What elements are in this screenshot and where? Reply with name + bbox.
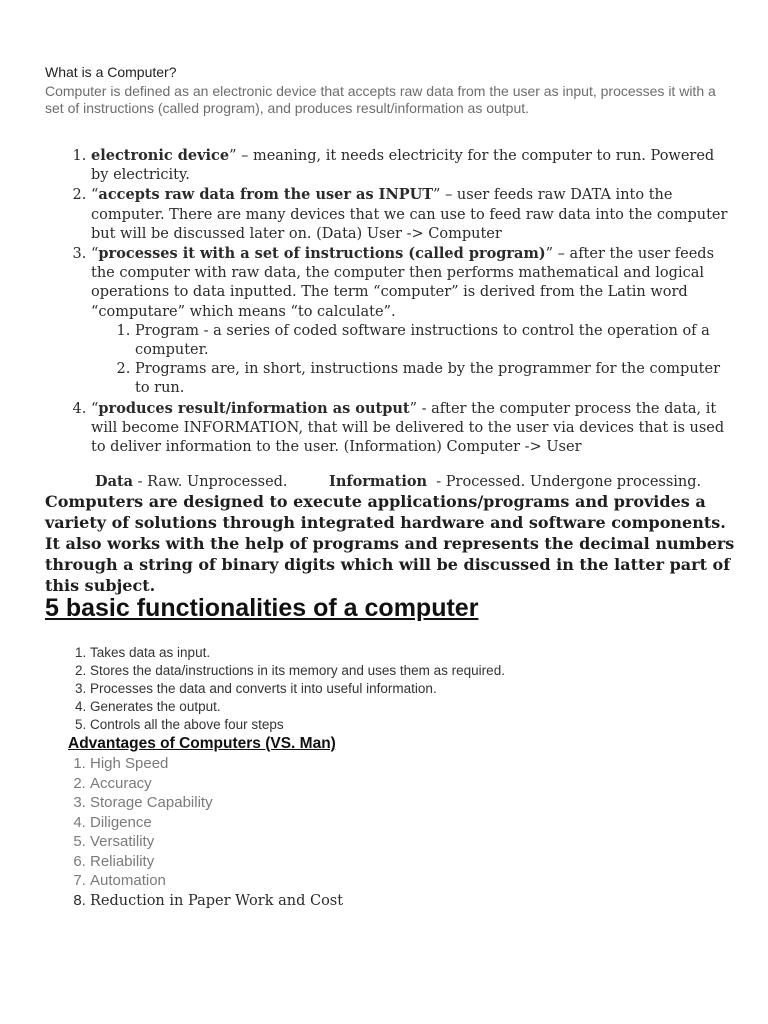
list-item-term: produces result/information as output <box>98 399 410 417</box>
list-item: 3. Processes the data and converts it into useful information. <box>90 680 505 698</box>
sub-list-item: 2. Programs are, in short, instructions made by the programmer for the computer to run. <box>135 360 731 398</box>
data-information-definitions <box>95 473 701 490</box>
sub-list-item: 1. Program - a series of coded software instructions to control the operation of a computer. <box>135 322 731 360</box>
advantages-heading: Advantages of Computers (VS. Man) <box>68 735 336 752</box>
close-quote: ” <box>229 148 237 164</box>
list-item <box>91 146 731 185</box>
list-item: 1. High Speed <box>90 754 343 774</box>
close-quote: ” <box>545 246 554 263</box>
list-item-text: – meaning, it needs electricity for the computer to run. Powered by electricity. <box>91 148 715 184</box>
list-item-term: processes it with a set of instructions (called program) <box>98 245 546 263</box>
list-item: 5. Controls all the above four steps <box>90 716 505 734</box>
list-item-text: Reduction in Paper Work and Cost <box>90 892 344 909</box>
question-heading: What is a Computer? <box>45 64 177 80</box>
list-item: 2. Accuracy <box>90 774 343 794</box>
list-item <box>91 399 731 458</box>
functionalities-list <box>90 644 505 734</box>
summary-paragraph: Computers are designed to execute applications/programs and provides a variety of solutions through integrated hardware and software components. It also works with the help of programs and represents the decimal numbers through a string of binary digits which will be discussed in the latter part of this subject. <box>45 492 735 595</box>
data-description: - Raw. Unprocessed. <box>133 474 330 490</box>
information-term: Information <box>329 473 428 490</box>
information-description: - Processed. Undergone processing. <box>427 474 702 490</box>
list-item-text: - after the computer process the data, it will become INFORMATION, that will be delivered to the user via devices that is used to deliver information to the user. (Information) Computer -> User <box>91 400 725 456</box>
program-sub-list <box>91 322 731 399</box>
close-quote: ” <box>409 400 418 417</box>
data-term: Data <box>95 473 134 490</box>
list-item: 6. Reliability <box>90 852 343 872</box>
functionalities-heading: 5 basic functionalities of a computer <box>45 594 479 622</box>
list-item-text: – user feeds raw DATA into the computer. There are many devices that we can use to feed raw data into the computer but will be discussed later on. (Data) User -> Computer <box>91 187 728 242</box>
advantages-list <box>90 754 343 911</box>
open-quote: “ <box>91 246 99 263</box>
list-item: 2. Stores the data/instructions in its memory and uses them as required. <box>90 662 505 680</box>
list-item: 5. Versatility <box>90 832 343 852</box>
definition-breakdown-list <box>91 146 731 457</box>
list-item: 7. Automation <box>90 871 343 891</box>
computer-definition: Computer is defined as an electronic device that accepts raw data from the user as input, processes it with a set of instructions (called program), and produces result/information as output. <box>45 83 716 116</box>
list-item: 3. Storage Capability <box>90 793 343 813</box>
list-item <box>91 244 731 399</box>
list-item-term: accepts raw data from the user as INPUT <box>98 186 434 204</box>
close-quote: ” <box>433 187 441 204</box>
list-item <box>91 185 731 244</box>
list-item-term: electronic device <box>91 147 230 164</box>
list-item-text: – after the user feeds the computer with raw data, the computer then performs mathematical and logical operations to data inputted. The term “computer” is derived from the Latin word “computare” which means “to calculate”. <box>91 246 715 320</box>
list-item: 1. Takes data as input. <box>90 644 505 662</box>
open-quote: “ <box>91 187 99 204</box>
open-quote: “ <box>91 400 99 417</box>
list-item: 4. Diligence <box>90 813 343 833</box>
list-item <box>90 891 343 912</box>
list-item: 4. Generates the output. <box>90 698 505 716</box>
